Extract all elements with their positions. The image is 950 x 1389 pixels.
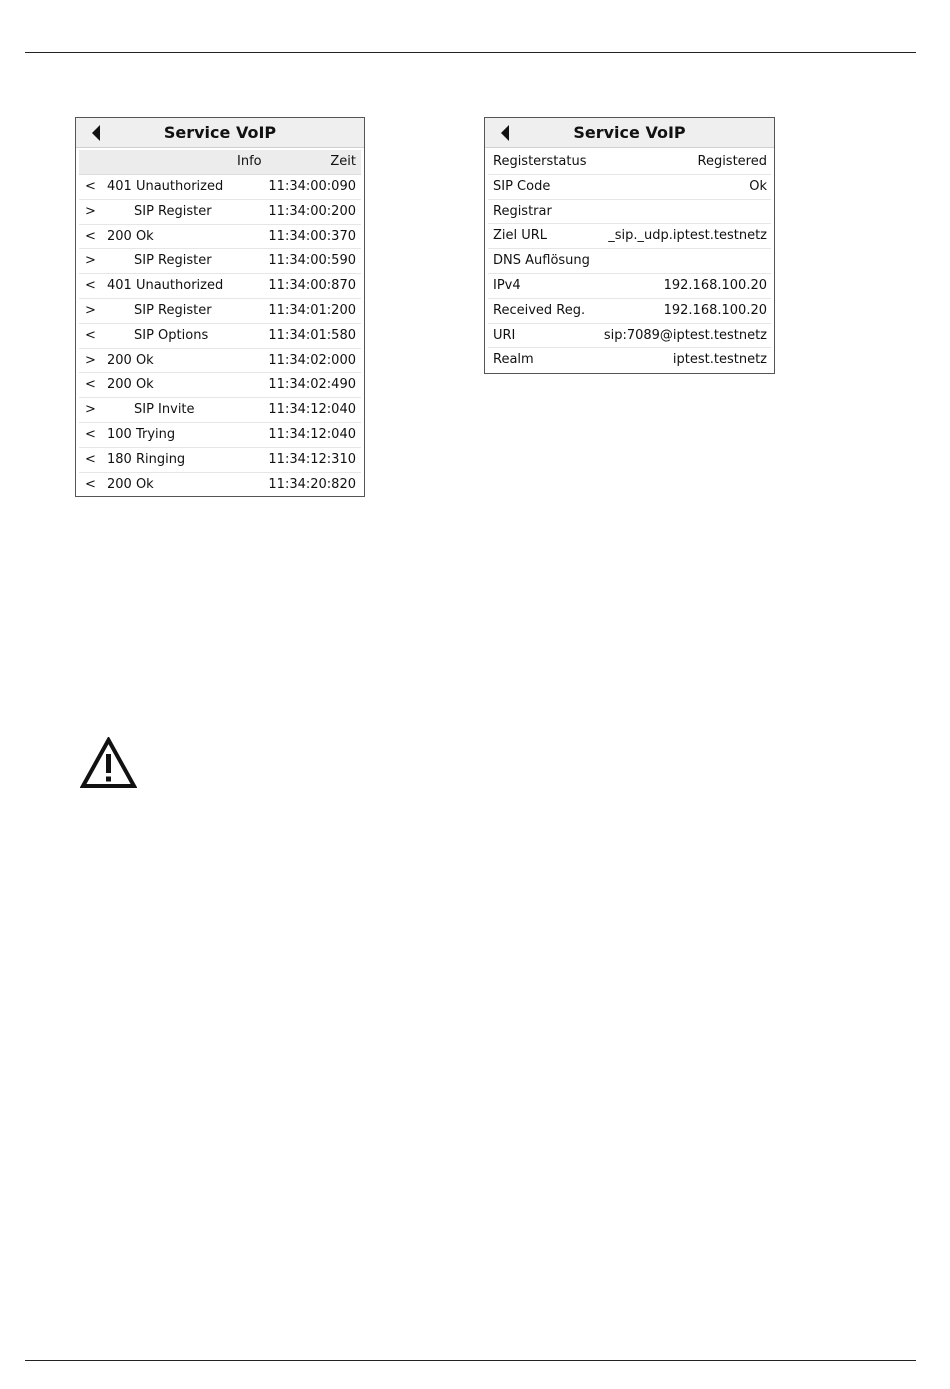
timestamp: 11:34:12:310 [268,451,356,467]
status-key: Received Reg. [493,302,586,318]
status-row[interactable] [488,348,771,373]
timestamp: 11:34:00:370 [268,228,356,244]
status-row[interactable] [488,224,771,249]
message: 200 Ok [107,476,154,492]
log-row[interactable] [79,225,361,250]
message: 401 Unauthorized [107,278,224,294]
message: SIP Invite [134,402,195,418]
status-key: Registrar [493,203,552,219]
log-row[interactable] [79,398,361,423]
direction: < [85,327,96,343]
direction: < [85,179,96,194]
direction: > [85,352,96,368]
timestamp: 11:34:00:200 [268,203,356,219]
status-value: Ok [749,178,767,194]
message: 200 Ok [107,352,154,368]
status-row[interactable] [488,150,771,175]
timestamp: 11:34:01:200 [268,302,356,318]
status-row[interactable] [488,299,771,324]
log-list [76,175,364,497]
column-info: Info [237,154,262,169]
log-row[interactable] [79,448,361,473]
message: 401 Unauthorized [107,179,224,194]
log-row[interactable] [79,249,361,274]
status-value: sip:7089@iptest.testnetz [603,327,767,343]
message: SIP Register [134,302,212,318]
status-key: Ziel URL [493,228,548,244]
log-row[interactable] [79,274,361,299]
status-key: URI [493,327,516,343]
status-row[interactable] [488,249,771,274]
status-list [485,150,774,373]
panel-header [76,118,364,148]
timestamp: 11:34:01:580 [268,327,356,343]
timestamp: 11:34:12:040 [268,402,356,418]
direction: < [85,278,96,294]
timestamp: 11:34:00:090 [268,179,356,194]
service-voip-status-panel [484,117,775,374]
log-row[interactable] [79,423,361,448]
direction: < [85,426,96,442]
timestamp: 11:34:02:490 [268,377,356,393]
direction: > [85,203,96,219]
column-header [79,150,361,175]
status-row[interactable] [488,324,771,349]
direction: > [85,253,96,269]
message: 200 Ok [107,377,154,393]
bottom-divider [25,1360,916,1361]
status-row[interactable] [488,200,771,225]
panel-title: Service VoIP [573,123,686,142]
log-row[interactable] [79,373,361,398]
status-value: 192.168.100.20 [663,277,767,293]
status-key: Realm [493,352,534,368]
log-row[interactable] [79,200,361,225]
log-row[interactable] [79,349,361,374]
status-row[interactable] [488,274,771,299]
status-value: iptest.testnetz [672,352,767,368]
status-key: IPv4 [493,277,521,293]
status-row[interactable] [488,175,771,200]
panel-title: Service VoIP [163,123,277,142]
status-key: Registerstatus [493,154,587,169]
status-key: DNS Auflösung [493,253,590,269]
timestamp: 11:34:00:870 [268,278,356,294]
message: SIP Options [134,327,209,343]
message: SIP Register [134,253,212,269]
status-value: 192.168.100.20 [663,302,767,318]
direction: > [85,302,96,318]
log-row[interactable] [79,175,361,200]
message: 180 Ringing [107,451,186,467]
message: 100 Trying [107,426,176,442]
direction: < [85,476,96,492]
message: 200 Ok [107,228,154,244]
timestamp: 11:34:02:000 [268,352,356,368]
direction: < [85,451,96,467]
panel-header [485,118,774,148]
direction: < [85,228,96,244]
warning-triangle-icon [80,737,137,789]
log-row[interactable] [79,324,361,349]
direction: < [85,377,96,393]
status-key: SIP Code [493,178,551,194]
status-value: Registered [697,154,767,169]
timestamp: 11:34:20:820 [268,476,356,492]
direction: > [85,402,96,418]
top-divider [25,52,916,53]
service-voip-log-panel [75,117,365,497]
status-value: _sip._udp.iptest.testnetz [608,228,767,244]
timestamp: 11:34:00:590 [268,253,356,269]
column-zeit: Zeit [330,154,356,169]
message: SIP Register [134,203,212,219]
log-row[interactable] [79,299,361,324]
log-row[interactable] [79,473,361,498]
timestamp: 11:34:12:040 [268,426,356,442]
